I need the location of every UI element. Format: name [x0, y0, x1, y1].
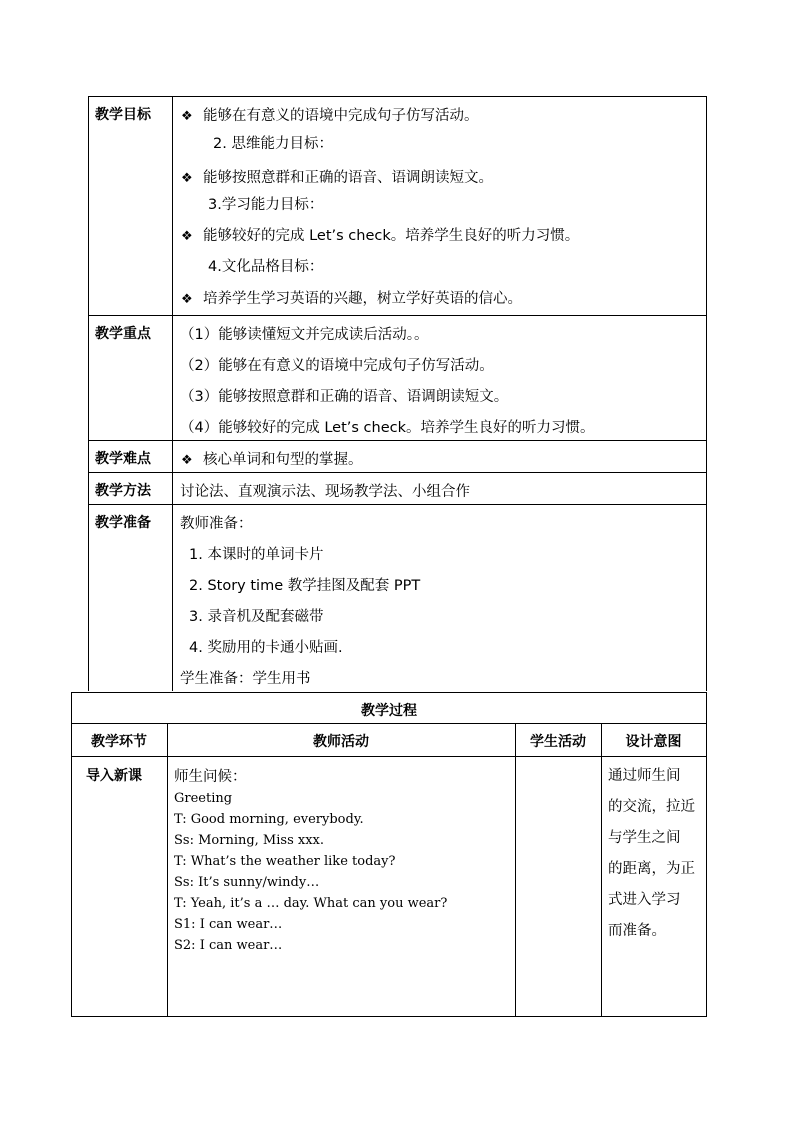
- difficulty-line: ❖ 核心单词和句型的掌握。: [181, 452, 363, 468]
- method-label: 教学方法: [95, 483, 151, 499]
- intent-line: 式进入学习: [608, 892, 681, 908]
- dialogue-line: Ss: Morning, Miss xxx.: [174, 833, 325, 848]
- intent-line: 通过师生间: [608, 768, 681, 784]
- prep-item: 4. 奖励用的卡通小贴画.: [189, 640, 343, 656]
- objectives-label: 教学目标: [95, 107, 151, 123]
- diamond-bullet-icon: ❖: [181, 453, 193, 468]
- header-teacher-activity: 教师活动: [313, 734, 369, 750]
- row-divider: [88, 315, 707, 316]
- key-points-label: 教学重点: [95, 326, 151, 342]
- diamond-bullet-icon: ❖: [181, 171, 193, 186]
- column-divider: [515, 723, 516, 1017]
- diamond-bullet-icon: ❖: [181, 292, 193, 307]
- intent-line: 的距离，为正: [608, 861, 695, 877]
- method-text: 讨论法、直观演示法、现场教学法、小组合作: [180, 484, 470, 500]
- diamond-bullet-icon: ❖: [181, 229, 193, 244]
- prep-item: 2. Story time 教学挂图及配套 PPT: [189, 578, 421, 594]
- dialogue-line: T: Yeah, it’s a … day. What can you wear?: [174, 896, 448, 911]
- objective-subheading: 4.文化品格目标：: [208, 259, 324, 275]
- key-point-line: （2）能够在有意义的语境中完成句子仿写活动。: [180, 358, 494, 374]
- header-student-activity: 学生活动: [530, 734, 586, 750]
- dialogue-line: Greeting: [174, 791, 233, 806]
- row-divider: [88, 504, 707, 505]
- difficulty-label: 教学难点: [95, 451, 151, 467]
- objective-line: ❖ 能够较好的完成 Let’s check。培养学生良好的听力习惯。: [181, 228, 580, 244]
- objective-line: ❖ 能够在有意义的语境中完成句子仿写活动。: [181, 108, 479, 124]
- row-divider: [88, 472, 707, 473]
- teacher-activity-heading: 师生问候：: [174, 769, 247, 785]
- header-design-intent: 设计意图: [625, 734, 682, 750]
- process-table-border-top: [71, 692, 707, 693]
- column-divider: [601, 723, 602, 1017]
- dialogue-line: Ss: It’s sunny/windy…: [174, 875, 320, 890]
- table-border-right: [706, 96, 707, 691]
- table-border-left: [88, 96, 89, 691]
- label-column-divider: [172, 96, 173, 691]
- key-point-line: （1）能够读懂短文并完成读后活动。。: [180, 327, 429, 343]
- key-point-line: （3）能够按照意群和正确的语音、语调朗读短文。: [180, 389, 509, 405]
- preparation-label: 教学准备: [95, 515, 151, 531]
- student-prep: 学生准备：学生用书: [180, 671, 311, 687]
- intent-line: 而准备。: [608, 923, 666, 939]
- prep-item: 3. 录音机及配套磁带: [189, 609, 324, 625]
- dialogue-line: S2: I can wear…: [174, 938, 283, 953]
- prep-item: 1. 本课时的单词卡片: [189, 547, 324, 563]
- intent-line: 的交流，拉近: [608, 799, 695, 815]
- column-divider: [167, 723, 168, 1017]
- header-stage: 教学环节: [91, 734, 147, 750]
- diamond-bullet-icon: ❖: [181, 109, 193, 124]
- stage-name: 导入新课: [86, 768, 142, 784]
- row-divider: [88, 440, 707, 441]
- process-table-border-right: [706, 692, 707, 1017]
- objective-line: ❖ 培养学生学习英语的兴趣，树立学好英语的信心。: [181, 291, 522, 307]
- objective-line: ❖ 能够按照意群和正确的语音、语调朗读短文。: [181, 170, 493, 186]
- dialogue-line: S1: I can wear…: [174, 917, 283, 932]
- key-point-line: （4）能够较好的完成 Let’s check。培养学生良好的听力习惯。: [180, 420, 595, 436]
- dialogue-line: T: What’s the weather like today?: [174, 854, 396, 869]
- process-title: 教学过程: [361, 703, 417, 719]
- teacher-prep-heading: 教师准备：: [180, 516, 253, 532]
- table-border-top: [88, 96, 707, 97]
- intent-line: 与学生之间: [608, 830, 681, 846]
- objective-subheading: 2. 思维能力目标：: [213, 136, 333, 152]
- dialogue-line: T: Good morning, everybody.: [174, 812, 364, 827]
- objective-subheading: 3.学习能力目标：: [208, 197, 324, 213]
